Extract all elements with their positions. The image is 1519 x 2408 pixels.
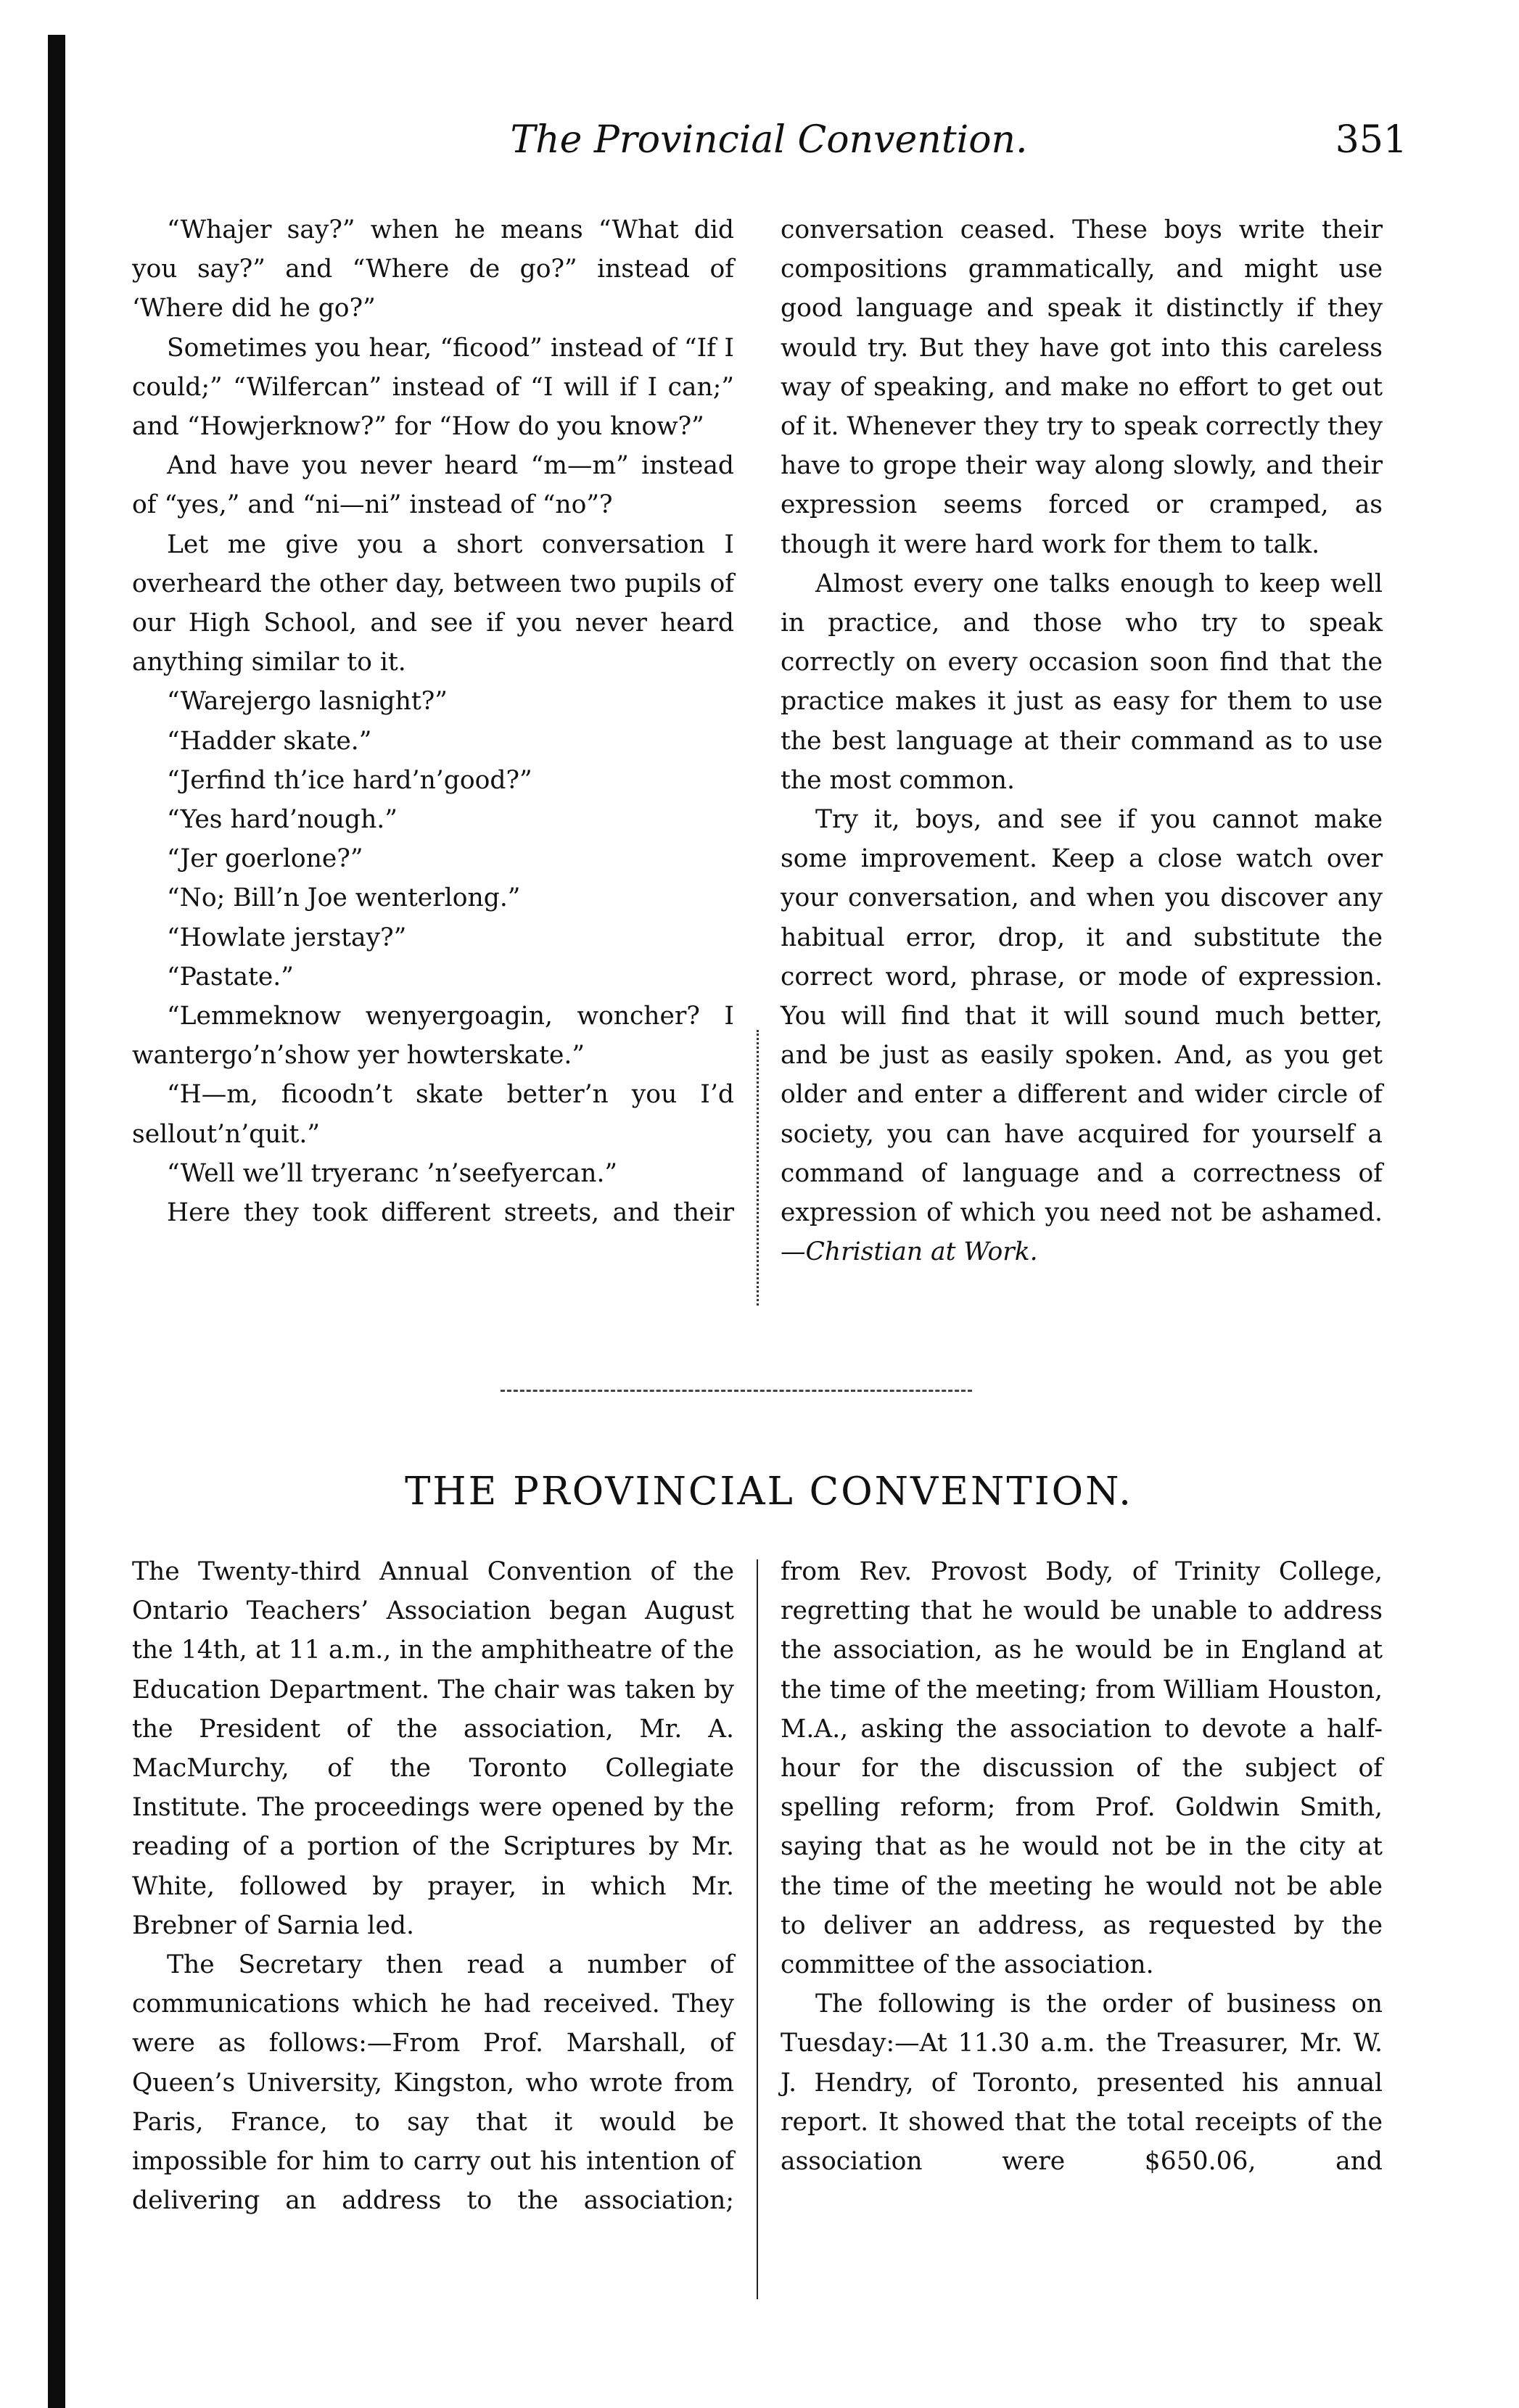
dialogue-line: “Lemmeknow wenyergoagin, woncher? I wantergo’n’show yer howterskate.”	[132, 1002, 734, 1071]
article-right-column	[781, 210, 1383, 1271]
dialogue-line: “Jerfind th’ice hard’n’good?”	[167, 765, 532, 795]
binding-edge	[48, 35, 65, 2408]
paragraph: The Secretary then read a number of communications which he had received. They were as follows:—From Prof. Marshall, of Queen’s University, Kingston, who wrote from Paris, France, to say that it would be impossible for him to carry out his intention of delivering an address to the association;	[132, 1950, 734, 2216]
article-left-column	[132, 210, 734, 1232]
running-head	[131, 115, 1407, 180]
dialogue-line: “Jer goerlone?”	[167, 844, 363, 874]
dialogue-line: “Warejergo lasnight?”	[167, 687, 448, 717]
paragraph: Here they took different streets, and their	[167, 1198, 734, 1228]
paragraph: “Whajer say?” when he means “What did you say?” and “Where de go?” instead of ‘Where did he go?”	[132, 215, 734, 323]
paragraph: conversation ceased. These boys write their compositions grammatically, and might use good language and speak it distinctly if they would try. But they have got into this careless way of speaking, and make no effort to get out of it. Whenever they try to speak correctly they have to grope their way along slowly, and their expression seems forced or cramped, as though it were hard work for them to talk.	[781, 215, 1383, 559]
running-title: The Provincial Convention.	[510, 118, 1028, 162]
paragraph-text: Try it, boys, and see if you cannot make some improvement. Keep a close watch over your conversation, and when you discover any habitual error, drop, it and substitute the correct word, phrase, or mode of expression. You will find that it will sound much better, and be just as easily spoken. And, as you get older and enter a different and wider circle of society, you can have acquired for yourself a command of language and a correctness of expression of which you need not be ashamed.—	[781, 805, 1383, 1267]
section-right-column	[781, 1552, 1383, 2181]
section-left-column	[132, 1552, 734, 2220]
paragraph: Almost every one talks enough to keep well in practice, and those who try to speak correctly on every occasion soon find that the practice makes it just as easy for them to use the best language at their command as to use the most common.	[781, 569, 1383, 795]
section-title: THE PROVINCIAL CONVENTION.	[405, 1469, 1133, 1514]
dialogue-line: “Well we’ll tryeranc ’n’seefyercan.”	[167, 1158, 618, 1188]
paragraph: And have you never heard “m—m” instead of “yes,” and “ni—ni” instead of “no”?	[132, 451, 734, 520]
section-divider	[501, 1390, 972, 1396]
dialogue-line: “Howlate jerstay?”	[167, 923, 407, 952]
source-attribution: Christian at Work.	[805, 1237, 1038, 1267]
paragraph	[781, 800, 1383, 1271]
paragraph: Sometimes you hear, “ficood” instead of “If I could;” “Wilfercan” instead of “I will if I can;” and “Howjerknow?” for “How do you know?”	[132, 333, 734, 442]
paragraph: from Rev. Provost Body, of Trinity College, regretting that he would be unable to address the association, as he would be in England at the time of the meeting; from William Houston, M.A., asking the association to devote a half-hour for the discussion of the subject of spelling reform; from Prof. Goldwin Smith, saying that as he would not be in the city at the time of the meeting he would not be able to deliver an address, as requested by the committee of the association.	[781, 1557, 1383, 1980]
dialogue-line: “Hadder skate.”	[167, 726, 372, 756]
dialogue-line: “Yes hard’nough.”	[167, 805, 398, 835]
paragraph: The following is the order of business on Tuesday:—At 11.30 a.m. the Treasurer, Mr. W. J. Hendry, of Toronto, presented his annual report. It showed that the total receipts of the association were $650.06, and	[781, 1990, 1383, 2177]
dialogue-line: “H—m, ficoodn’t skate better’n you I’d sellout’n’quit.”	[132, 1080, 734, 1149]
dialogue-line: “Pastate.”	[167, 962, 294, 991]
column-rule	[757, 1030, 760, 1306]
column-rule	[757, 1559, 758, 2299]
paragraph: The Twenty-third Annual Convention of the Ontario Teachers’ Association began August the 14th, at 11 a.m., in the amphitheatre of the Education Department. The chair was taken by the President of the association, Mr. A. MacMurchy, of the Toronto Collegiate Institute. The proceedings were opened by the reading of a portion of the Scriptures by Mr. White, followed by prayer, in which Mr. Brebner of Sarnia led.	[132, 1557, 734, 1940]
page-number: 351	[1335, 118, 1407, 162]
dialogue-line: “No; Bill’n Joe wenterlong.”	[167, 883, 521, 913]
paragraph: Let me give you a short conversation I overheard the other day, between two pupils of our High School, and see if you never heard anything similar to it.	[132, 529, 734, 677]
